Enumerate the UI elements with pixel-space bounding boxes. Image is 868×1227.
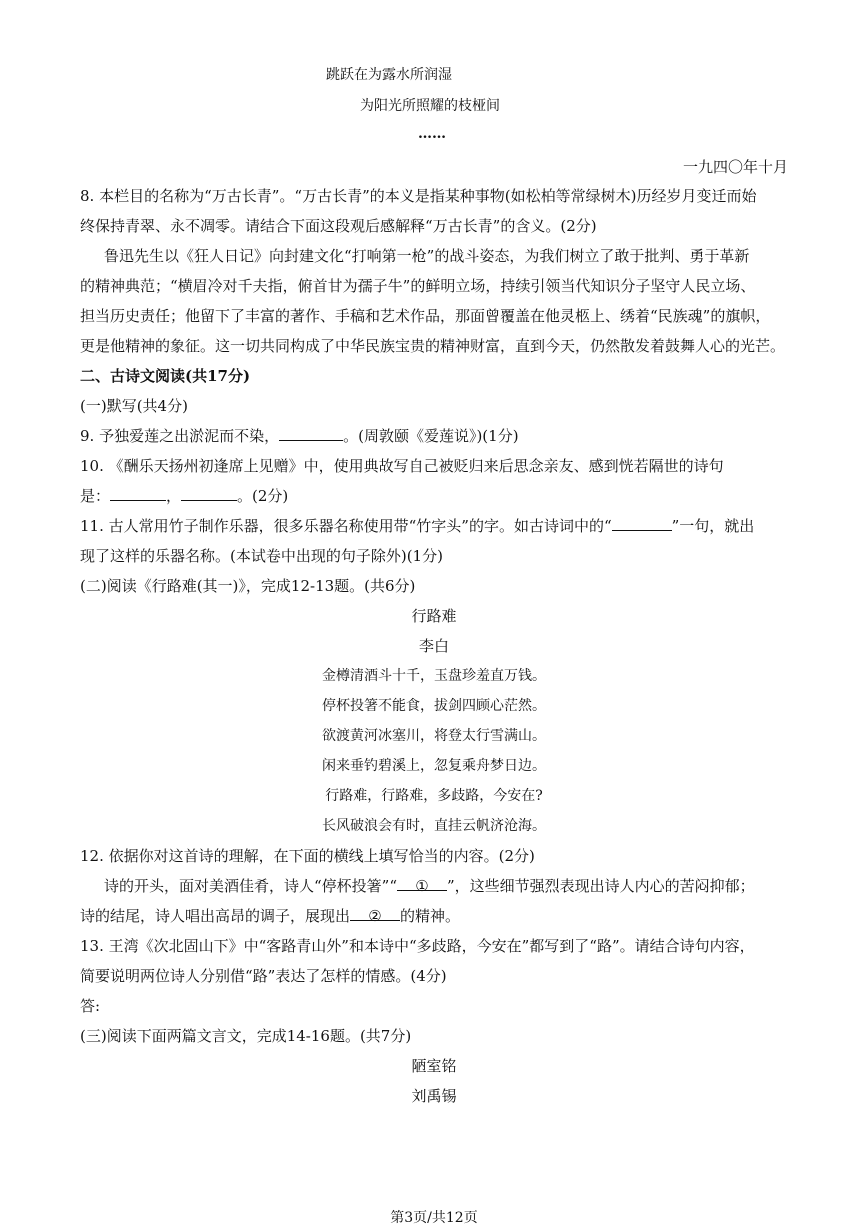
q8-passage-line-4: 更是他精神的象征。这一切共同构成了中华民族宝贵的精神财富，直到今天，仍然散发着鼓舞人心的光芒。 (80, 337, 786, 355)
q10-answer-blank-2[interactable] (181, 486, 237, 501)
poem-fragment-date: 一九四〇年十月 (683, 158, 789, 176)
q8-passage-line-3: 担当历史责任；他留下了丰富的著作、手稿和艺术作品，那面曾覆盖在他灵柩上、绣着“民族魂”的旗帜， (80, 307, 771, 325)
q8-passage-line-1: 鲁迅先生以《狂人日记》向封建文化“打响第一枪”的战斗姿态，为我们树立了敢于批判、勇于革新 (104, 247, 750, 265)
q13-line-1: 13. 王湾《次北固山下》中“客路青山外”和本诗中“多歧路，今安在”都写到了“路”。请结合诗句内容， (80, 937, 755, 955)
q12-line-1: 12. 依据你对这首诗的理解，在下面的横线上填写恰当的内容。(2分) (80, 847, 535, 865)
q13-answer-label: 答: (80, 997, 101, 1015)
q11-text-b: ”一句，就出 (671, 517, 755, 535)
q9-text-a: 9. 予独爱莲之出淤泥而不染， (80, 427, 280, 445)
q10-text-a: 是： (80, 487, 111, 505)
q12-blank-marker-2: ② (368, 907, 382, 925)
q10-text-c: 。(2分) (237, 487, 289, 505)
q12-text-d: 的精神。 (400, 907, 461, 925)
q12-line-3 (80, 906, 460, 926)
q10-line-2 (80, 486, 288, 506)
q12-blank-marker-1: ① (415, 877, 429, 895)
poem-title: 行路难 (411, 607, 457, 625)
prose-title: 陋室铭 (411, 1057, 457, 1075)
q10-answer-blank-1[interactable] (110, 486, 166, 501)
q9-answer-blank[interactable] (279, 426, 343, 441)
poem-fragment-line-2: 为阳光所照耀的枝桠间 (360, 98, 500, 114)
q11-line-2: 现了这样的乐器名称。(本试卷中出现的句子除外)(1分) (80, 547, 443, 565)
poem-line-2: 停杯投箸不能食，拔剑四顾心茫然。 (322, 698, 546, 714)
q10-text-b: ， (166, 487, 182, 505)
q12-text-c: 诗的结尾，诗人唱出高昂的调子，展现出 (80, 907, 351, 925)
q12-text-a: 诗的开头，面对美酒佳肴，诗人“停杯投箸”“ (104, 877, 398, 895)
q8-line-2: 终保持青翠、永不凋零。请结合下面这段观后感解释“万古长青”的含义。(2分) (80, 217, 597, 235)
q11-answer-blank[interactable] (612, 516, 672, 531)
section-3-sub: (三)阅读下面两篇文言文，完成14-16题。(共7分) (80, 1027, 412, 1045)
q11-line-1 (80, 516, 754, 536)
poem-line-3: 欲渡黄河冰塞川，将登太行雪满山。 (322, 728, 546, 744)
q12-line-2 (104, 876, 755, 896)
q12-answer-blank-2[interactable] (350, 906, 400, 925)
q12-answer-blank-1[interactable] (397, 876, 447, 895)
section-2-title: 二、古诗文阅读(共17分) (80, 367, 251, 385)
poem-line-1: 金樽清酒斗十千，玉盘珍羞直万钱。 (322, 668, 546, 684)
section-2-sub-2: (二)阅读《行路难(其一)》，完成12-13题。(共6分) (80, 577, 416, 595)
poem-line-5: 行路难，行路难，多歧路，今安在? (325, 788, 543, 804)
section-2-sub-1: (一)默写(共4分) (80, 397, 188, 415)
poem-fragment-ellipsis: …… (418, 126, 446, 142)
q10-line-1: 10. 《酬乐天扬州初逢席上见赠》中，使用典故写自己被贬归来后思念亲友、感到恍若隔世的诗句 (80, 457, 724, 475)
q8-line-1: 8. 本栏目的名称为“万古长青”。“万古长青”的本义是指某种事物(如松柏等常绿树木)历经岁月变迁而始 (80, 187, 757, 205)
prose-author: 刘禹锡 (411, 1087, 457, 1105)
poem-line-6: 长风破浪会有时，直挂云帆济沧海。 (322, 818, 546, 834)
q8-passage-line-2: 的精神典范；“横眉冷对千夫指，俯首甘为孺子牛”的鲜明立场，持续引领当代知识分子坚守人民立场、 (80, 277, 756, 295)
q12-text-b: ”，这些细节强烈表现出诗人内心的苦闷抑郁； (447, 877, 755, 895)
poem-author: 李白 (418, 637, 449, 655)
q11-text-a: 11. 古人常用竹子制作乐器，很多乐器名称使用带“竹字头”的字。如古诗词中的“ (80, 517, 612, 535)
q13-line-2: 简要说明两位诗人分别借“路”表达了怎样的情感。(4分) (80, 967, 447, 985)
q9-text-b: 。(周敦颐《爱莲说》)(1分) (343, 427, 519, 445)
q9-line (80, 426, 519, 446)
poem-fragment-line-1: 跳跃在为露水所润湿 (326, 67, 452, 83)
poem-line-4: 闲来垂钓碧溪上，忽复乘舟梦日边。 (322, 758, 546, 774)
page-number: 第3页/共12页 (390, 1210, 478, 1226)
